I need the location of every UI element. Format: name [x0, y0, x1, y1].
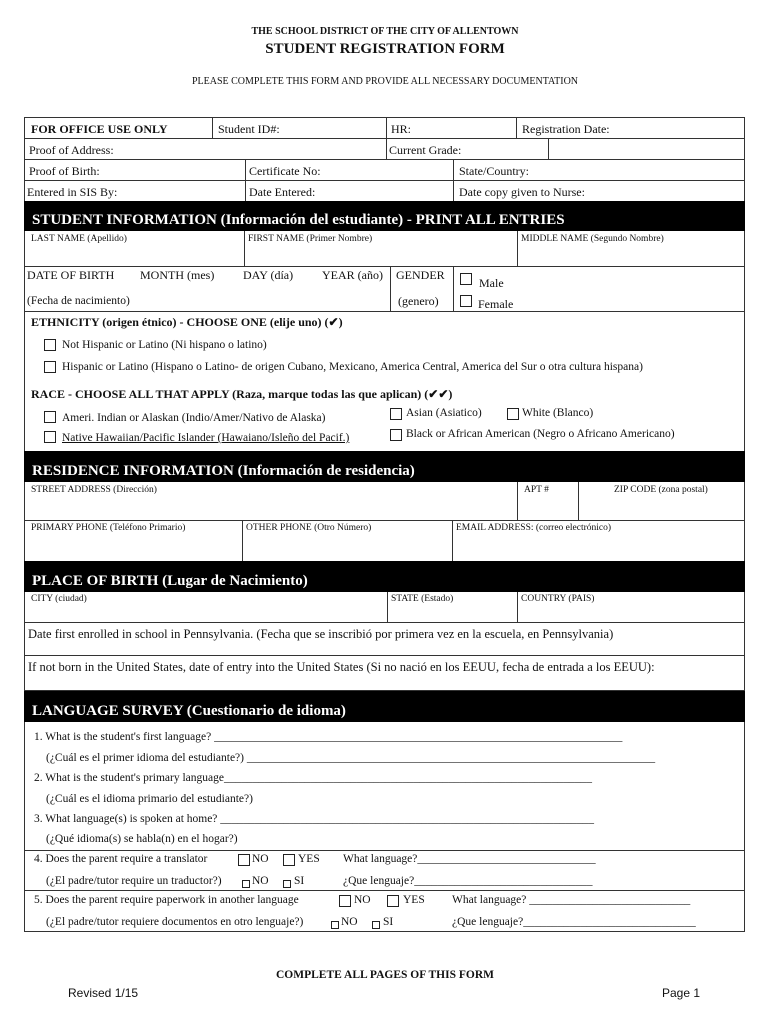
- language-survey-heading: LANGUAGE SURVEY (Cuestionario de idioma): [24, 691, 745, 722]
- dob-day-field[interactable]: DAY (día): [243, 268, 294, 282]
- student-id-field[interactable]: Student ID#:: [218, 122, 280, 136]
- gender-label: GENDER: [396, 268, 445, 282]
- student-info-heading: STUDENT INFORMATION (Información del estudiante) - PRINT ALL ENTRIES: [24, 201, 745, 231]
- first-enrolled-pa-field[interactable]: Date first enrolled in school in Pennsylvania. (Fecha que se inscribió por primera vez en la escuela, en Pennsylvania): [28, 627, 614, 641]
- race-native-hawaiian-checkbox[interactable]: [44, 431, 56, 443]
- dob-spanish-label: (Fecha de nacimiento): [27, 295, 130, 307]
- residence-heading: RESIDENCE INFORMATION (Información de residencia): [24, 451, 745, 482]
- entered-in-sis-field[interactable]: Entered in SIS By:: [27, 185, 118, 199]
- q5-yes-label: YES: [403, 894, 425, 906]
- apt-input[interactable]: [519, 497, 577, 518]
- office-use-heading: FOR OFFICE USE ONLY: [31, 122, 168, 136]
- proof-of-birth-field[interactable]: Proof of Birth:: [29, 164, 100, 178]
- q5-paperwork-es-label: (¿El padre/tutor requiere documentos en otro lenguaje?): [46, 916, 304, 928]
- birth-state-input[interactable]: [389, 606, 515, 620]
- zip-code-input[interactable]: [580, 497, 743, 518]
- middle-name-label: MIDDLE NAME (Segundo Nombre): [521, 234, 664, 244]
- q4-si-label: SI: [294, 875, 305, 887]
- hr-field[interactable]: HR:: [391, 122, 412, 136]
- dob-year-field[interactable]: YEAR (año): [322, 268, 383, 282]
- other-phone-input[interactable]: [244, 535, 450, 559]
- q2-primary-language[interactable]: 2. What is the student's primary language________________________________________________________________: [34, 772, 592, 784]
- zip-code-label: ZIP CODE (zona postal): [614, 485, 708, 495]
- race-american-indian-label: Ameri. Indian or Alaskan (Indio/Amer/Nativo de Alaska): [62, 412, 326, 424]
- date-copy-nurse-field[interactable]: Date copy given to Nurse:: [459, 185, 585, 199]
- q4-no-es-label: NO: [252, 875, 269, 887]
- other-phone-label: OTHER PHONE (Otro Número): [246, 523, 372, 533]
- birth-city-label: CITY (ciudad): [31, 594, 87, 604]
- us-entry-date-field[interactable]: If not born in the United States, date of entry into the United States (Si no nació en los EEUU, fecha de entrada a los EEUU):: [28, 660, 655, 674]
- q4-translator-es-label: (¿El padre/tutor require un traductor?): [46, 875, 222, 887]
- current-grade-field[interactable]: Current Grade:: [389, 143, 462, 157]
- last-name-input[interactable]: [26, 246, 242, 264]
- male-checkbox[interactable]: [460, 273, 472, 285]
- state-country-field[interactable]: State/Country:: [459, 164, 529, 178]
- q4-translator-label: 4. Does the parent require a translator: [34, 853, 208, 865]
- q4-que-lenguaje-field[interactable]: ¿Que lenguaje?_______________________________: [343, 875, 593, 887]
- female-checkbox[interactable]: [460, 295, 472, 307]
- q2-primary-language-es: (¿Cuál es el idioma primario del estudiante?): [46, 793, 253, 805]
- dob-month-field[interactable]: MONTH (mes): [140, 268, 215, 282]
- q1-first-language[interactable]: 1. What is the student's first language? _______________________________________________________________________: [34, 731, 623, 743]
- q5-what-language-field[interactable]: What language? ____________________________: [452, 894, 691, 906]
- birth-country-input[interactable]: [519, 606, 742, 620]
- certificate-no-field[interactable]: Certificate No:: [249, 164, 321, 178]
- q3-home-language[interactable]: 3. What language(s) is spoken at home? _________________________________________________________________: [34, 813, 595, 825]
- district-name: THE SCHOOL DISTRICT OF THE CITY OF ALLENTOWN: [251, 26, 519, 37]
- birth-state-label: STATE (Estado): [391, 594, 454, 604]
- gender-spanish-label: (genero): [398, 294, 439, 308]
- q5-si-checkbox[interactable]: [372, 921, 380, 929]
- q5-que-lenguaje-field[interactable]: ¿Que lenguaje?______________________________: [452, 916, 696, 928]
- ethnicity-hispanic-label: Hispanic or Latino (Hispano o Latino- de origen Cubano, Mexicano, America Central, America del Sur o otra cultura hispana): [62, 361, 643, 373]
- birth-city-input[interactable]: [26, 606, 385, 620]
- first-name-label: FIRST NAME (Primer Nombre): [248, 234, 373, 244]
- q5-no-es-checkbox[interactable]: [331, 921, 339, 929]
- race-black-checkbox[interactable]: [390, 429, 402, 441]
- race-american-indian-checkbox[interactable]: [44, 411, 56, 423]
- place-of-birth-heading: PLACE OF BIRTH (Lugar de Nacimiento): [24, 561, 745, 592]
- race-native-hawaiian-label: Native Hawaiian/Pacific Islander (Hawaiano/Isleño del Pacif.): [62, 432, 350, 444]
- q4-no-es-checkbox[interactable]: [242, 880, 250, 888]
- male-label: Male: [479, 276, 504, 290]
- q5-no-checkbox[interactable]: [339, 895, 351, 907]
- race-black-label: Black or African American (Negro o Africano Americano): [406, 428, 675, 440]
- revision-label: Revised 1/15: [68, 986, 139, 1000]
- q1-first-language-es[interactable]: (¿Cuál es el primer idioma del estudiante?) _______________________________________________________________________: [46, 752, 656, 764]
- q4-no-label: NO: [252, 853, 269, 865]
- street-address-label: STREET ADDRESS (Dirección): [31, 485, 157, 495]
- ethnicity-not-hispanic-checkbox[interactable]: [44, 339, 56, 351]
- race-white-checkbox[interactable]: [507, 408, 519, 420]
- street-address-input[interactable]: [26, 497, 515, 518]
- birth-country-label: COUNTRY (PAIS): [521, 594, 595, 604]
- ethnicity-heading: ETHNICITY (origen étnico) - CHOOSE ONE (elije uno) (✔): [31, 315, 343, 329]
- form-title: STUDENT REGISTRATION FORM: [265, 41, 505, 57]
- primary-phone-input[interactable]: [26, 535, 240, 559]
- ethnicity-not-hispanic-label: Not Hispanic or Latino (Ni hispano o latino): [62, 339, 267, 351]
- date-entered-field[interactable]: Date Entered:: [249, 185, 316, 199]
- q4-yes-label: YES: [298, 853, 320, 865]
- form-instructions: PLEASE COMPLETE THIS FORM AND PROVIDE ALL NECESSARY DOCUMENTATION: [191, 76, 579, 87]
- proof-of-address-field[interactable]: Proof of Address:: [29, 143, 114, 157]
- q5-si-label: SI: [383, 916, 394, 928]
- race-heading: RACE - CHOOSE ALL THAT APPLY (Raza, marque todas las que aplican) (✔✔): [31, 387, 453, 401]
- q5-yes-checkbox[interactable]: [387, 895, 399, 907]
- q3-home-language-es: (¿Qué idioma(s) se habla(n) en el hogar?): [46, 833, 238, 845]
- race-asian-checkbox[interactable]: [390, 408, 402, 420]
- q5-no-es-label: NO: [341, 916, 358, 928]
- last-name-label: LAST NAME (Apellido): [31, 234, 127, 244]
- email-label: EMAIL ADDRESS: (correo electrónico): [456, 523, 612, 533]
- q4-si-checkbox[interactable]: [283, 880, 291, 888]
- race-white-label: White (Blanco): [522, 407, 594, 419]
- apt-label: APT #: [524, 485, 549, 495]
- first-name-input[interactable]: [246, 246, 516, 264]
- q4-no-checkbox[interactable]: [238, 854, 250, 866]
- registration-date-field[interactable]: Registration Date:: [522, 122, 610, 136]
- page-number: Page 1: [662, 986, 701, 1000]
- middle-name-input[interactable]: [519, 246, 743, 264]
- primary-phone-label: PRIMARY PHONE (Teléfono Primario): [31, 523, 186, 533]
- email-input[interactable]: [454, 535, 742, 559]
- q4-yes-checkbox[interactable]: [283, 854, 295, 866]
- q5-no-label: NO: [354, 894, 371, 906]
- q4-what-language-field[interactable]: What language?_______________________________: [343, 853, 596, 865]
- race-asian-label: Asian (Asiatico): [406, 407, 482, 419]
- female-label: Female: [478, 297, 514, 311]
- ethnicity-hispanic-checkbox[interactable]: [44, 361, 56, 373]
- q5-paperwork-label: 5. Does the parent require paperwork in another language: [34, 894, 299, 906]
- dob-label: DATE OF BIRTH: [27, 268, 115, 282]
- complete-all-pages-note: COMPLETE ALL PAGES OF THIS FORM: [275, 969, 494, 981]
